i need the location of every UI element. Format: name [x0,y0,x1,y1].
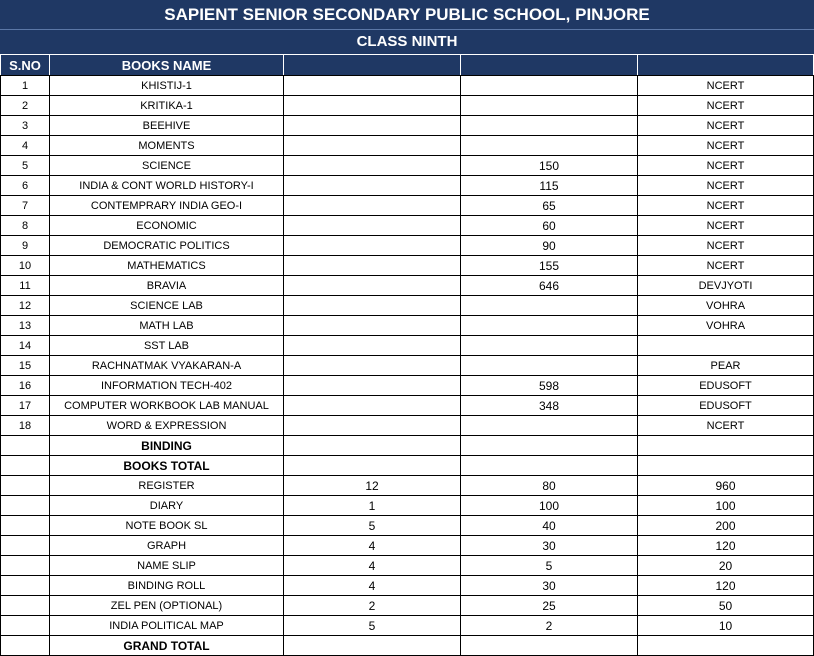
grand-total-label[interactable]: GRAND TOTAL [50,636,284,656]
amount-cell[interactable]: 200 [638,516,814,536]
sno-cell[interactable]: 5 [1,156,50,176]
publisher-cell[interactable]: NCERT [638,236,814,256]
empty-cell[interactable] [1,636,50,656]
stationery-row [1,476,814,496]
amount-cell[interactable]: 120 [638,536,814,556]
empty-cell[interactable] [638,436,814,456]
quantity-cell[interactable] [284,416,461,436]
column-header-publisher[interactable] [638,55,814,76]
item-name-cell[interactable]: REGISTER [50,476,284,496]
quantity-cell[interactable] [284,356,461,376]
rate-cell[interactable]: 40 [461,516,638,536]
rate-cell[interactable]: 100 [461,496,638,516]
sno-cell[interactable]: 6 [1,176,50,196]
book-row [1,176,814,196]
sno-cell[interactable]: 13 [1,316,50,336]
book-row [1,116,814,136]
rate-cell[interactable]: 30 [461,576,638,596]
item-name-cell[interactable]: ZEL PEN (OPTIONAL) [50,596,284,616]
stationery-row [1,556,814,576]
book-name-cell[interactable]: KHISTIJ-1 [50,76,284,96]
publisher-cell[interactable]: NCERT [638,216,814,236]
publisher-cell[interactable]: NCERT [638,416,814,436]
sno-cell[interactable]: 3 [1,116,50,136]
quantity-cell[interactable] [284,76,461,96]
publisher-cell[interactable] [638,336,814,356]
books-total-row [1,456,814,476]
empty-cell[interactable] [284,436,461,456]
column-header-books-name[interactable]: BOOKS NAME [50,55,284,76]
book-name-cell[interactable]: CONTEMPRARY INDIA GEO-I [50,196,284,216]
book-row [1,376,814,396]
book-row [1,356,814,376]
price-cell[interactable] [461,316,638,336]
price-cell[interactable] [461,136,638,156]
book-row [1,276,814,296]
book-row [1,136,814,156]
book-name-cell[interactable]: MATHEMATICS [50,256,284,276]
book-list-table [0,54,814,656]
quantity-cell[interactable] [284,196,461,216]
book-row [1,76,814,96]
publisher-cell[interactable]: NCERT [638,136,814,156]
empty-cell[interactable] [284,456,461,476]
publisher-cell[interactable]: PEAR [638,356,814,376]
quantity-cell[interactable] [284,216,461,236]
stationery-row [1,596,814,616]
rate-cell[interactable]: 5 [461,556,638,576]
column-header-quantity[interactable] [284,55,461,76]
publisher-cell[interactable]: NCERT [638,176,814,196]
item-name-cell[interactable]: BINDING ROLL [50,576,284,596]
quantity-cell[interactable]: 4 [284,576,461,596]
empty-cell[interactable] [1,436,50,456]
price-cell[interactable] [461,96,638,116]
quantity-cell[interactable]: 1 [284,496,461,516]
quantity-cell[interactable] [284,96,461,116]
quantity-cell[interactable] [284,376,461,396]
book-name-cell[interactable]: MOMENTS [50,136,284,156]
price-cell[interactable]: 115 [461,176,638,196]
book-row [1,236,814,256]
item-name-cell[interactable]: NAME SLIP [50,556,284,576]
sno-cell[interactable]: 12 [1,296,50,316]
sno-cell[interactable]: 11 [1,276,50,296]
publisher-cell[interactable]: VOHRA [638,296,814,316]
grand-total-row [1,636,814,656]
empty-cell[interactable] [1,536,50,556]
book-row [1,216,814,236]
publisher-cell[interactable]: NCERT [638,76,814,96]
sno-cell[interactable]: 15 [1,356,50,376]
amount-cell[interactable]: 120 [638,576,814,596]
publisher-cell[interactable]: NCERT [638,116,814,136]
book-row [1,96,814,116]
publisher-cell[interactable]: EDUSOFT [638,396,814,416]
price-cell[interactable] [461,416,638,436]
quantity-cell[interactable]: 4 [284,556,461,576]
quantity-cell[interactable] [284,136,461,156]
empty-cell[interactable] [1,596,50,616]
amount-cell[interactable]: 960 [638,476,814,496]
quantity-cell[interactable] [284,116,461,136]
quantity-cell[interactable] [284,296,461,316]
book-row [1,396,814,416]
sno-cell[interactable]: 14 [1,336,50,356]
price-cell[interactable] [461,296,638,316]
quantity-cell[interactable]: 12 [284,476,461,496]
price-cell[interactable] [461,336,638,356]
sno-cell[interactable]: 4 [1,136,50,156]
price-cell[interactable] [461,356,638,376]
rate-cell[interactable]: 80 [461,476,638,496]
book-name-cell[interactable]: SCIENCE [50,156,284,176]
item-name-cell[interactable]: DIARY [50,496,284,516]
quantity-cell[interactable] [284,396,461,416]
price-cell[interactable]: 155 [461,256,638,276]
column-header-price[interactable] [461,55,638,76]
book-name-cell[interactable]: BRAVIA [50,276,284,296]
price-cell[interactable]: 646 [461,276,638,296]
quantity-cell[interactable] [284,336,461,356]
publisher-cell[interactable]: DEVJYOTI [638,276,814,296]
book-name-cell[interactable]: BEEHIVE [50,116,284,136]
price-cell[interactable] [461,116,638,136]
book-name-cell[interactable]: INFORMATION TECH-402 [50,376,284,396]
binding-row [1,436,814,456]
book-name-cell[interactable]: SCIENCE LAB [50,296,284,316]
stationery-row [1,576,814,596]
item-name-cell[interactable]: GRAPH [50,536,284,556]
books-total-label[interactable]: BOOKS TOTAL [50,456,284,476]
empty-cell[interactable] [461,436,638,456]
book-row [1,196,814,216]
sno-cell[interactable]: 2 [1,96,50,116]
book-row [1,296,814,316]
book-name-cell[interactable]: COMPUTER WORKBOOK LAB MANUAL [50,396,284,416]
quantity-cell[interactable]: 4 [284,536,461,556]
quantity-cell[interactable] [284,156,461,176]
quantity-cell[interactable] [284,176,461,196]
book-name-cell[interactable]: RACHNATMAK VYAKARAN-A [50,356,284,376]
sno-cell[interactable]: 16 [1,376,50,396]
empty-cell[interactable] [284,636,461,656]
book-name-cell[interactable]: INDIA & CONT WORLD HISTORY-I [50,176,284,196]
rate-cell[interactable]: 2 [461,616,638,636]
empty-cell[interactable] [1,516,50,536]
price-cell[interactable]: 150 [461,156,638,176]
quantity-cell[interactable] [284,236,461,256]
price-cell[interactable]: 598 [461,376,638,396]
empty-cell[interactable] [1,496,50,516]
price-cell[interactable]: 90 [461,236,638,256]
header-row [1,55,814,76]
quantity-cell[interactable]: 5 [284,616,461,636]
sno-cell[interactable]: 9 [1,236,50,256]
book-name-cell[interactable]: DEMOCRATIC POLITICS [50,236,284,256]
publisher-cell[interactable]: NCERT [638,256,814,276]
table-body [1,76,814,656]
quantity-cell[interactable] [284,316,461,336]
book-name-cell[interactable]: ECONOMIC [50,216,284,236]
empty-cell[interactable] [638,456,814,476]
sno-cell[interactable]: 7 [1,196,50,216]
amount-cell[interactable]: 50 [638,596,814,616]
item-name-cell[interactable]: INDIA POLITICAL MAP [50,616,284,636]
book-row [1,156,814,176]
publisher-cell[interactable]: NCERT [638,196,814,216]
publisher-cell[interactable]: NCERT [638,96,814,116]
empty-cell[interactable] [461,636,638,656]
book-name-cell[interactable]: WORD & EXPRESSION [50,416,284,436]
price-cell[interactable]: 348 [461,396,638,416]
amount-cell[interactable]: 100 [638,496,814,516]
price-cell[interactable]: 65 [461,196,638,216]
rate-cell[interactable]: 25 [461,596,638,616]
empty-cell[interactable] [1,556,50,576]
empty-cell[interactable] [1,456,50,476]
book-row [1,416,814,436]
stationery-row [1,516,814,536]
empty-cell[interactable] [1,576,50,596]
quantity-cell[interactable]: 5 [284,516,461,536]
class-title: CLASS NINTH [0,30,814,54]
sno-cell[interactable]: 8 [1,216,50,236]
publisher-cell[interactable]: VOHRA [638,316,814,336]
publisher-cell[interactable]: NCERT [638,156,814,176]
price-cell[interactable]: 60 [461,216,638,236]
quantity-cell[interactable]: 2 [284,596,461,616]
empty-cell[interactable] [638,636,814,656]
column-header-sno[interactable]: S.NO [1,55,50,76]
school-title: SAPIENT SENIOR SECONDARY PUBLIC SCHOOL, PINJORE [0,0,814,30]
sno-cell[interactable]: 1 [1,76,50,96]
book-row [1,256,814,276]
book-row [1,316,814,336]
binding-label[interactable]: BINDING [50,436,284,456]
amount-cell[interactable]: 10 [638,616,814,636]
stationery-row [1,616,814,636]
stationery-row [1,536,814,556]
rate-cell[interactable]: 30 [461,536,638,556]
sno-cell[interactable]: 17 [1,396,50,416]
empty-cell[interactable] [1,476,50,496]
publisher-cell[interactable]: EDUSOFT [638,376,814,396]
sno-cell[interactable]: 10 [1,256,50,276]
empty-cell[interactable] [461,456,638,476]
book-name-cell[interactable]: MATH LAB [50,316,284,336]
book-name-cell[interactable]: KRITIKA-1 [50,96,284,116]
sno-cell[interactable]: 18 [1,416,50,436]
stationery-row [1,496,814,516]
empty-cell[interactable] [1,616,50,636]
item-name-cell[interactable]: NOTE BOOK SL [50,516,284,536]
price-cell[interactable] [461,76,638,96]
amount-cell[interactable]: 20 [638,556,814,576]
book-row [1,336,814,356]
book-name-cell[interactable]: SST LAB [50,336,284,356]
quantity-cell[interactable] [284,276,461,296]
quantity-cell[interactable] [284,256,461,276]
